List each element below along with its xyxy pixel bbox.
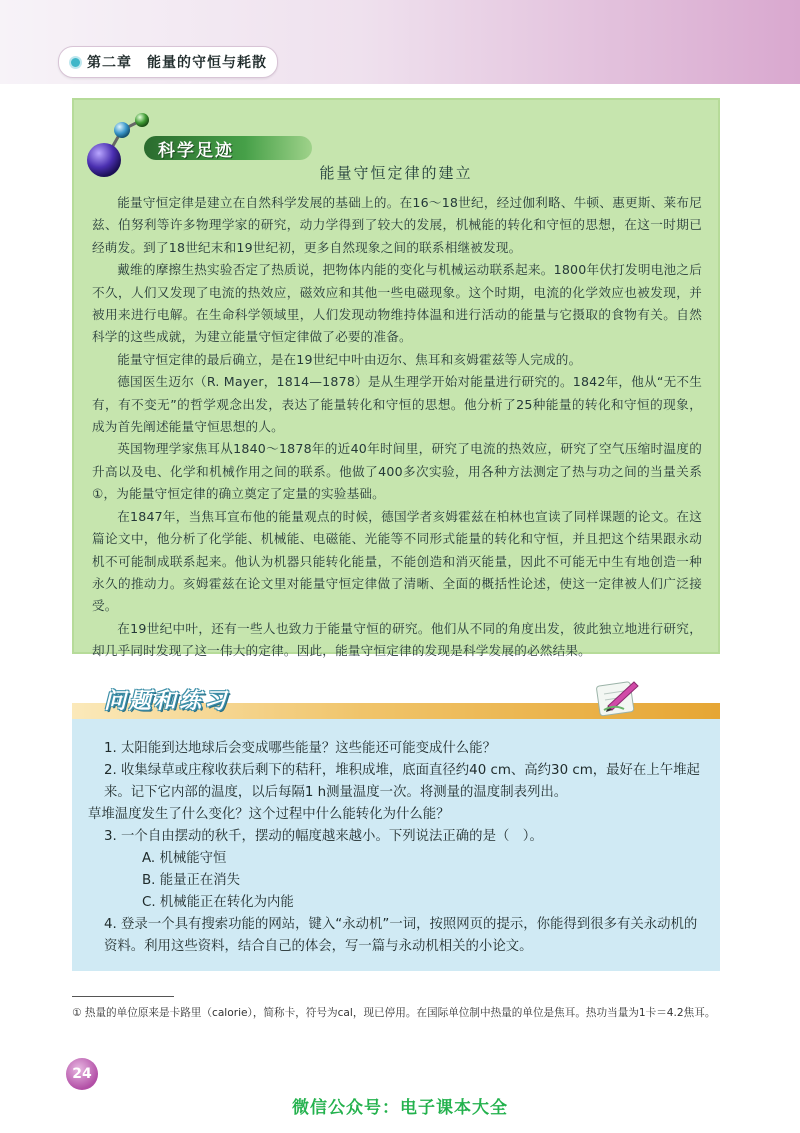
exercise-item: 4. 登录一个具有搜索功能的网站，键入“永动机”一词，按照网页的提示，你能得到很多有关永动机的资料。利用这些资料，结合自己的体会，写一篇与永动机相关的小论文。 xyxy=(104,917,698,954)
page-number-label: 24 xyxy=(72,1066,92,1082)
science-body xyxy=(92,192,702,663)
exercise-item: 2. 收集绿草或庄稼收获后剩下的秸秆，堆积成堆，底面直径约40 cm、高约30 cm，最好在上午堆起来。记下它内部的温度，以后每隔1 h测量温度一次。将测量的温度制表列出。 xyxy=(104,763,700,800)
page-number xyxy=(66,1058,98,1090)
science-paragraph: 在19世纪中叶，还有一些人也致力于能量守恒的研究。他们从不同的角度出发，彼此独立地进行研究，却几乎同时发现了这一伟大的定律。因此，能量守恒定律的发现是科学发展的必然结果。 xyxy=(92,620,702,659)
exercise-item-continuation: 草堆温度发生了什么变化？这个过程中什么能转化为什么能？ xyxy=(88,807,450,822)
science-paragraph: 在1847年，当焦耳宣布他的能量观点的时候，德国学者亥姆霍兹在柏林也宣读了同样课题的论文。在这篇论文中，他分析了化学能、机械能、电磁能、光能等不同形式能量的转化和守恒，并且把这个结果跟永动机不可能制成联系起来。他认为机器只能转化能量，不能创造和消灭能量，因此不可能无中生有地创造一种永久的推动力。亥姆霍兹在论文里对能量守恒定律做了清晰、全面的概括性论述，使这一定律被人们广泛接受。 xyxy=(92,508,702,614)
science-paragraph: 英国物理学家焦耳从1840～1878年的近40年时间里，研究了电流的热效应，研究了空气压缩时温度的升高以及电、化学和机械作用之间的联系。他做了400多次实验，用各种方法测定了热与功之间的当量关系①，为能量守恒定律的确立奠定了定量的实验基础。 xyxy=(92,441,702,502)
science-paragraph: 戴维的摩擦生热实验否定了热质说，把物体内能的变化与机械运动联系起来。1800年伏打发明电池之后不久，人们又发现了电流的热效应，磁效应和其他一些电磁现象。这个时期，电流的化学效应也被发现，并被用来进行电解。在生命科学领域里，人们发现动物维持体温和进行活动的能量与它摄取的食物有关。自然科学的这些成就，为建立能量守恒定律做了必要的准备。 xyxy=(92,262,702,345)
exercise-option: A. 机械能守恒 xyxy=(142,851,227,866)
science-box xyxy=(72,98,720,659)
footnote-text: ① 热量的单位原来是卡路里（calorie），简称卡，符号为cal，现已停用。在国际单位制中热量的单位是焦耳。热功当量为1卡＝4.2焦耳。 xyxy=(72,1007,716,1019)
exercise-option: B. 能量正在消失 xyxy=(142,873,241,888)
footnote-divider xyxy=(72,996,174,997)
exercise-list xyxy=(88,738,704,958)
science-paragraph: 能量守恒定律是建立在自然科学发展的基础上的。在16～18世纪，经过伽利略、牛顿、惠更斯、莱布尼兹、伯努利等许多物理学家的研究，动力学得到了较大的发展，机械能的转化和守恒的思想，在这一时期已经萌发。到了18世纪末和19世纪初，更多自然现象之间的联系相继被发现。 xyxy=(92,195,702,255)
exercise-option: C. 机械能正在转化为内能 xyxy=(142,895,294,910)
science-paragraph: 德国医生迈尔（R. Mayer，1814—1878）是从生理学开始对能量进行研究的。1842年，他从“无不生有，有不变无”的哲学观念出发，表达了能量转化和守恒的思想。他分析了25种能量的转化和守恒的现象，成为首先阐述能量守恒思想的人。 xyxy=(92,374,702,435)
footnote xyxy=(72,1004,722,1022)
science-badge-label: 科学足迹 xyxy=(158,140,234,161)
watermark: 微信公众号：电子课本大全 xyxy=(292,1098,508,1118)
science-badge xyxy=(144,136,312,160)
exercises-title: 问题和练习 xyxy=(104,689,230,714)
science-heading: 能量守恒定律的建立 xyxy=(319,164,473,182)
science-paragraph: 能量守恒定律的最后确立，是在19世纪中叶由迈尔、焦耳和亥姆霍兹等人完成的。 xyxy=(117,351,582,367)
chapter-tab xyxy=(58,46,278,78)
bullet-dot-icon xyxy=(71,58,80,67)
exercise-item: 1. 太阳能到达地球后会变成哪些能量？这些能还可能变成什么能？ xyxy=(104,741,496,756)
pen-paper-icon xyxy=(594,676,642,718)
chapter-title: 第二章 能量的守恒与耗散 xyxy=(87,55,267,71)
exercise-item: 3. 一个自由摆动的秋千，摆动的幅度越来越小。下列说法正确的是（ ）。 xyxy=(104,829,543,844)
